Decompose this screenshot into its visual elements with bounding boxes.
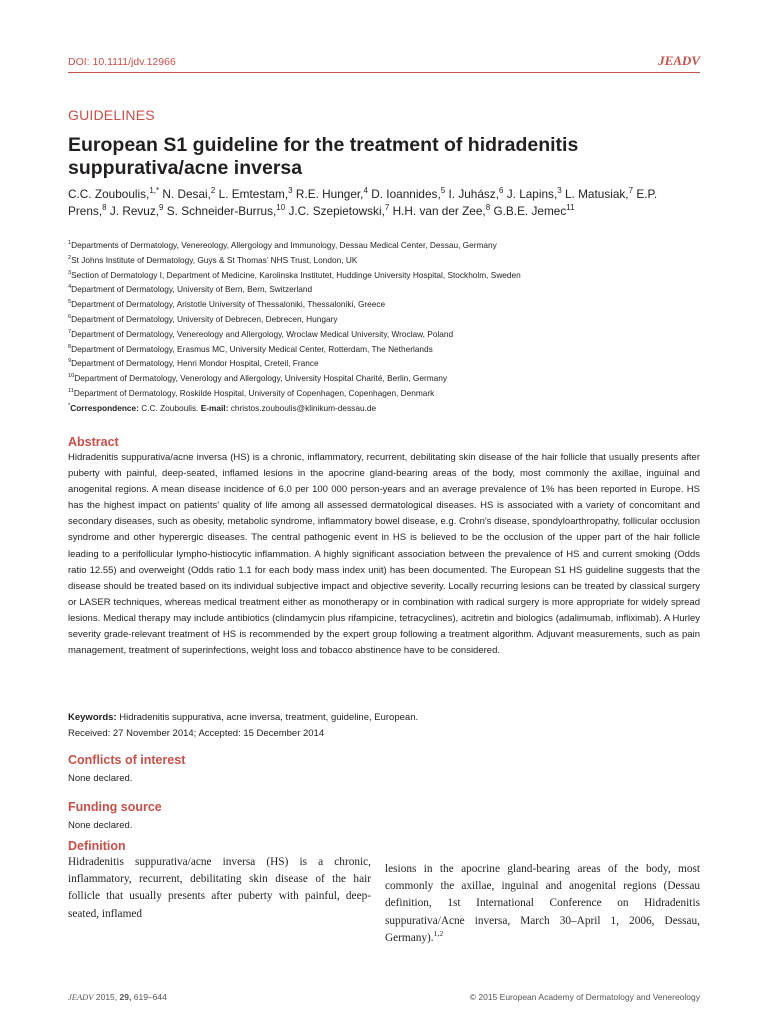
author-name: J. Lapins, xyxy=(506,187,558,201)
author-name: S. Schneider-Burrus, xyxy=(166,204,277,218)
abstract-section xyxy=(68,434,700,659)
author xyxy=(162,187,215,201)
author-affiliation-ref: 3 xyxy=(557,186,562,196)
affiliation-number: 4 xyxy=(68,284,72,291)
keywords-label: Keywords: xyxy=(68,712,117,723)
author xyxy=(296,187,368,201)
definition-text-left: Hidradenitis suppurativa/acne inversa (HS) is a chronic, inflammatory, recurrent, debilitating skin disease of the hair follicle that usually presents after puberty with painful, deep-seated, inflamed xyxy=(68,856,371,920)
affiliation-number: 1 xyxy=(68,240,72,247)
correspondence xyxy=(68,401,698,416)
conflicts-text: None declared. xyxy=(68,773,133,784)
correspondence-label: Correspondence: xyxy=(70,402,139,413)
conflicts-heading: Conflicts of interest xyxy=(68,753,186,767)
affiliation-item xyxy=(68,268,698,283)
author-name: R.E. Hunger, xyxy=(295,187,364,201)
footer-pages: 619–644 xyxy=(133,992,167,1002)
affiliation-text: Department of Dermatology, Aristotle University of Thessaloniki, Thessaloniki, Greece xyxy=(71,299,386,310)
article-title: European S1 guideline for the treatment of hidradenitis suppurativa/acne inversa xyxy=(68,134,579,179)
author xyxy=(393,204,491,218)
author xyxy=(448,187,503,201)
affiliation-number: 9 xyxy=(68,358,72,365)
author-name: C.C. Zouboulis, xyxy=(68,187,150,201)
author-affiliation-ref: 4 xyxy=(363,186,368,196)
affiliation-item xyxy=(68,342,698,357)
affiliation-number: 6 xyxy=(68,314,72,321)
affiliation-text: Department of Dermatology, Henri Mondor Hospital, Creteil, France xyxy=(71,358,319,369)
definition-text-right: lesions in the apocrine gland-bearing areas of the body, most commonly the axillae, inguinal and anogenital regions (Dessau definition, 1st International Conference on Hidradenitis suppurativa/Acne inversa, March 30–April 1, 2006, Dessau, Germany). xyxy=(385,863,700,944)
affiliation-text: Department of Dermatology, Venerology and Allergology, University Hospital Charité, Berlin, Germany xyxy=(74,373,448,384)
affiliation-text: Department of Dermatology, University of Bern, Bern, Switzerland xyxy=(71,284,313,295)
affiliation-text: Department of Dermatology, Erasmus MC, University Medical Center, Rotterdam, The Netherlands xyxy=(71,343,433,354)
affiliation-number: 10 xyxy=(68,373,75,380)
affiliation-number: 7 xyxy=(68,329,72,336)
author-name: I. Juhász, xyxy=(448,187,499,201)
abstract-heading: Abstract xyxy=(68,435,119,449)
affiliation-item xyxy=(68,356,698,371)
affiliation-text: Section of Dermatology I, Department of Medicine, Karolinska Institutet, Huddinge University Hospital, Stockholm, Sweden xyxy=(71,269,521,280)
affiliation-number: 2 xyxy=(68,255,72,262)
keywords-block xyxy=(68,710,700,741)
doi-link[interactable]: DOI: 10.1111/jdv.12966 xyxy=(68,56,176,68)
affiliation-text: Department of Dermatology, Venereology and Allergology, Wroclaw Medical University, Wroclaw, Poland xyxy=(71,328,454,339)
abstract-body: Hidradenitis suppurativa/acne inversa (HS) is a chronic, inflammatory, recurrent, debilitating skin disease of the hair follicle that usually presents after puberty with painful, deep-seated, inflamed lesions in the apocrine gland-bearing areas of the body, most commonly the axillae, inguinal and anogenital regions. A mean disease incidence of 6.0 per 100 000 person-years and an average prevalence of 1% has been reported in Europe. HS has the highest impact on patients' quality of life among all assessed dermatological diseases. HS is associated with a variety of concomitant and secondary diseases, such as obesity, metabolic syndrome, inflammatory bowel disease, e.g. Crohn's disease, spondyloarthropathy, follicular occlusion syndrome and other hyperergic diseases. The central pathogenic event in HS is believed to be the occlusion of the upper part of the hair follicle leading to a perifollicular lympho-histiocytic inflammation. A highly significant association between the prevalence of HS and current smoking (Odds ratio 12.55) and overweight (Odds ratio 1.1 for each body mass index unit) has been documented. The European S1 HS guideline suggests that the disease should be treated based on its individual subjective impact and objective severity. Locally recurring lesions can be treated by classical surgery or LASER techniques, whereas medical treatment either as monotherapy or in combination with radical surgery is more appropriate for widely spread lesions. Medical therapy may include antibiotics (clindamycin plus rifampicine, tetracyclines), acitretin and biologics (adalimumab, infliximab). A Hurley severity grade-relevant treatment of HS is recommended by the expert group following a treatment algorithm. Adjuvant measurements, such as pain management, treatment of superinfections, weight loss and tobacco abstinence have to be considered. xyxy=(68,452,700,657)
author xyxy=(68,187,159,201)
affiliation-item xyxy=(68,312,698,327)
affiliations xyxy=(68,238,698,416)
received-dates: Received: 27 November 2014; Accepted: 15 December 2014 xyxy=(68,727,325,739)
definition-right-column xyxy=(385,861,700,947)
author-name: J.C. Szepietowski, xyxy=(288,204,385,218)
author-affiliation-ref: 7 xyxy=(628,186,634,196)
author-affiliation-ref: 3 xyxy=(288,186,293,196)
email-label: E-mail: xyxy=(200,402,229,413)
author-affiliation-ref: 10 xyxy=(276,203,286,213)
author xyxy=(167,204,285,218)
email-link[interactable]: christos.zouboulis@klinikum-dessau.de xyxy=(230,402,377,413)
journal-name: JEADV xyxy=(658,53,700,68)
author xyxy=(110,204,164,218)
author-name: G.B.E. Jemec xyxy=(493,204,567,218)
author xyxy=(288,204,389,218)
footer-journal-name: JEADV xyxy=(68,992,94,1002)
affiliation-item xyxy=(68,371,698,386)
definition-heading: Definition xyxy=(68,839,126,853)
footer-copyright: © 2015 European Academy of Dermatology and Venereology xyxy=(469,992,700,1002)
affiliation-text: Department of Dermatology, University of Debrecen, Debrecen, Hungary xyxy=(71,313,338,324)
author-name: D. Ioannides, xyxy=(371,187,441,201)
footer-citation xyxy=(68,992,167,1002)
keywords-line xyxy=(68,710,700,726)
author xyxy=(219,187,293,201)
affiliation-item xyxy=(68,253,698,268)
footer-volume: 29, xyxy=(119,992,132,1002)
affiliation-item xyxy=(68,238,698,253)
affiliation-number: 11 xyxy=(68,388,74,395)
author xyxy=(565,187,633,201)
header-rule xyxy=(68,72,700,73)
affiliation-text: Department of Dermatology, Roskilde Hospital, University of Copenhagen, Copenhagen, Denmark xyxy=(73,387,435,398)
affiliation-text: St Johns Institute of Dermatology, Guys & St Thomas’ NHS Trust, London, UK xyxy=(71,254,358,265)
author xyxy=(371,187,445,201)
reference-marker[interactable]: 1,2 xyxy=(433,929,444,939)
keywords-text: Hidradenitis suppurativa, acne inversa, treatment, guideline, European. xyxy=(119,712,419,723)
author-affiliation-ref: 9 xyxy=(159,203,164,213)
author-name: H.H. van der Zee, xyxy=(392,204,486,218)
author xyxy=(507,187,562,201)
affiliation-number: 8 xyxy=(68,343,72,350)
author-name: L. Emtestam, xyxy=(218,187,289,201)
author-name: L. Matusiak, xyxy=(564,187,629,201)
author-affiliation-ref: 5 xyxy=(440,186,446,196)
author-affiliation-ref: 8 xyxy=(485,203,491,213)
affiliation-item xyxy=(68,282,698,297)
author-affiliation-ref: 6 xyxy=(498,186,504,196)
correspondence-marker: * xyxy=(68,403,71,409)
author-name: E.P. Prens, xyxy=(68,187,658,218)
author-affiliation-ref: 7 xyxy=(384,203,390,213)
author-name: J. Revuz, xyxy=(109,204,160,218)
author-name: N. Desai, xyxy=(162,187,211,201)
funding-heading: Funding source xyxy=(68,800,162,814)
author-affiliation-ref: 8 xyxy=(102,203,107,213)
conflicts-section xyxy=(68,752,700,786)
author xyxy=(493,204,574,218)
author-affiliation-ref: 11 xyxy=(566,203,575,213)
affiliation-number: 3 xyxy=(68,269,72,276)
correspondence-name: C.C. Zouboulis. xyxy=(141,402,199,413)
section-label: GUIDELINES xyxy=(68,107,155,123)
funding-section xyxy=(68,799,700,833)
author-affiliation-ref: 2 xyxy=(210,186,216,196)
definition-left-column xyxy=(68,838,371,923)
affiliation-list xyxy=(68,238,698,401)
affiliation-item xyxy=(68,297,698,312)
affiliation-item xyxy=(68,386,698,401)
affiliation-text: Departments of Dermatology, Venereology, Allergology and Immunology, Dessau Medical Center, Dessau, Germany xyxy=(71,240,497,250)
footer-year: 2015, xyxy=(95,992,118,1002)
funding-text: None declared. xyxy=(68,820,133,831)
author-list xyxy=(68,186,668,220)
affiliation-number: 5 xyxy=(68,299,72,306)
author-affiliation-ref: 1,* xyxy=(149,186,160,196)
affiliation-item xyxy=(68,327,698,342)
